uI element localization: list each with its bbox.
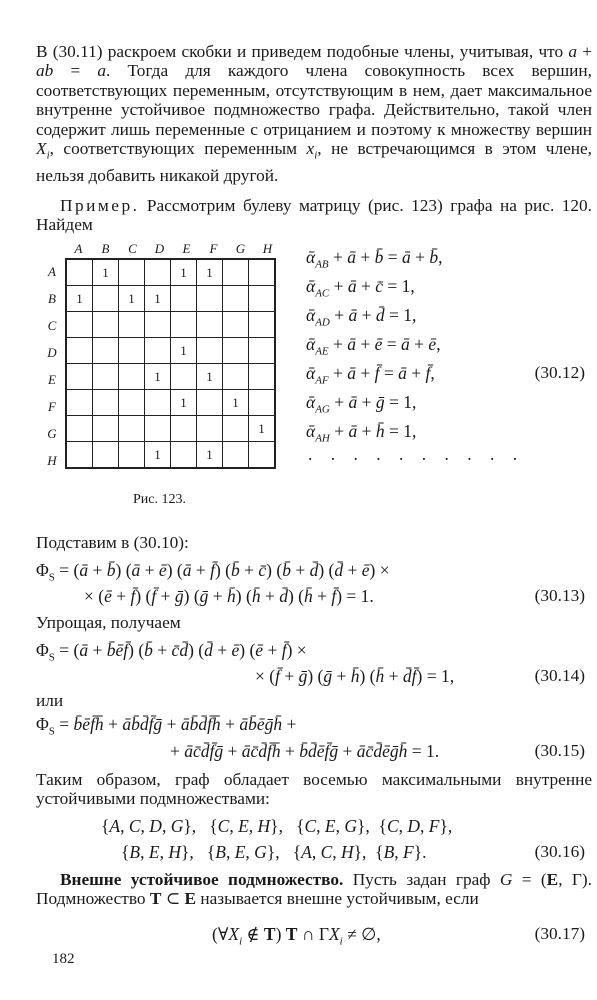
eq-ab: ᾱ$_{AB}$ + ā + b̄ = ā + b̄,: [306, 247, 443, 271]
matrix-cell: [249, 259, 276, 286]
example-text: Рассмотрим булеву матрицу (рис. 123) графа на рис. 120. Найдем: [36, 196, 592, 235]
or-text: или: [36, 691, 64, 710]
page-number: 182: [52, 951, 75, 967]
matrix-cell: 1: [197, 442, 223, 469]
row-label: F: [48, 399, 56, 414]
matrix-cell: [197, 286, 223, 312]
matrix-cell: [223, 338, 249, 364]
matrix-cell: [66, 312, 93, 338]
matrix-cell: [249, 312, 276, 338]
matrix-cell: [93, 364, 119, 390]
matrix-row: [66, 390, 275, 416]
eq-30-14-line2: × (f̄ + ḡ) (ḡ + h̄) (h̄ + d̄f̄) = 1,: [255, 666, 455, 686]
matrix-cell: [93, 312, 119, 338]
matrix-row: [66, 259, 275, 286]
matrix-cell: 1: [145, 364, 171, 390]
row-label: B: [48, 291, 56, 306]
eq-label-30-14: (30.14): [534, 666, 585, 685]
matrix-cell: [171, 416, 197, 442]
matrix-cell: [66, 259, 93, 286]
matrix-cell: [197, 390, 223, 416]
matrix-cell: [66, 338, 93, 364]
matrix-cell: 1: [197, 364, 223, 390]
matrix-cell: [119, 442, 145, 469]
ext-stable-paragraph: Внешне устойчивое подмножество. Пусть задан граф G = (E, Γ). Подмножество T ⊂ E называется внешне устойчивым, если: [36, 870, 592, 909]
matrix-cell: 1: [145, 286, 171, 312]
eq-ellipsis: . . . . . . . . . .: [308, 444, 525, 464]
row-label: G: [47, 426, 57, 441]
substitute-text: Подставим в (30.10):: [36, 533, 189, 552]
col-label: B: [101, 241, 110, 256]
matrix-cell: [171, 286, 197, 312]
row-label: C: [47, 318, 57, 333]
matrix-cell: [223, 286, 249, 312]
matrix-cell: [93, 416, 119, 442]
matrix-cell: [93, 390, 119, 416]
matrix-cell: [249, 390, 276, 416]
paragraph-intro: В (30.11) раскроем скобки и приведем подобные члены, учитывая, что a + ab = a. Тогда для каждого члена совокупность всех вершин, соответствующих переменным, отсутствующим в нем, дает максимальное внутренне устойчивое подмножество графа. Действительно, такой член содержит лишь переменные с отрицанием и поэтому к множеству вершин $X_i$, соответствующих переменным $x_i$, не встречающимся в этом члене, нельзя добавить никакой другой.: [36, 42, 592, 185]
matrix-cell: 1: [171, 390, 197, 416]
matrix-cell: [119, 338, 145, 364]
matrix-row: [66, 442, 275, 469]
row-label: H: [47, 453, 57, 468]
matrix-cell: 1: [197, 259, 223, 286]
figure-caption: Рис. 123.: [133, 492, 186, 507]
sets-line2: {B, E, H}, {B, E, G}, {A, C, H}, {B, F}.: [121, 842, 427, 862]
eq-30-14-line1: $\Phi_S$ = (ā + b̄ēf̄) (b̄ + c̄d̄) (d̄ + ē) (ē + f̄) ×: [36, 640, 307, 664]
eq-label-30-12: (30.12): [534, 363, 585, 382]
eq-label-30-16: (30.16): [534, 842, 585, 861]
matrix-row: [66, 286, 275, 312]
matrix-row: [66, 338, 275, 364]
eq-30-15-line1: $\Phi_S$ = b̄ēf̄h̄ + āb̄d̄f̄ḡ + āb̄d̄f̄h̄ + āb̄ēḡh̄ +: [36, 714, 297, 738]
simplifying-text: Упрощая, получаем: [36, 613, 181, 632]
example-label: Пример.: [60, 196, 140, 215]
row-label: A: [48, 264, 56, 279]
col-label: A: [74, 241, 83, 256]
matrix-cell: 1: [93, 259, 119, 286]
matrix-cell: [223, 259, 249, 286]
col-label: E: [182, 241, 191, 256]
eq-30-15-line2: + āc̄d̄f̄ḡ + āc̄d̄f̄h̄ + b̄d̄ēf̄ḡ + āc̄d̄ēḡh̄ = 1.: [170, 741, 440, 761]
eq-ag: ᾱ$_{AG}$ + ā + ḡ = 1,: [306, 392, 417, 416]
eq-30-17: ($\forall X_i$ ∉ T) T ∩ $\Gamma X_i$ ≠ ∅,: [212, 924, 381, 948]
matrix-cell: [66, 364, 93, 390]
eq-ac: ᾱ$_{AC}$ + ā + c̄ = 1,: [306, 276, 415, 300]
boolean-matrix: [65, 258, 276, 469]
col-label: G: [235, 241, 246, 256]
col-label: H: [262, 241, 273, 256]
matrix-cell: [145, 259, 171, 286]
matrix-cell: [66, 442, 93, 469]
eq-ad: ᾱ$_{AD}$ + ā + d̄ = 1,: [306, 305, 417, 329]
eq-af: ᾱ$_{AF}$ + ā + f̄ = ā + f̄,: [306, 363, 435, 387]
matrix-cell: [249, 442, 276, 469]
matrix-cell: 1: [66, 286, 93, 312]
matrix-cell: [223, 364, 249, 390]
matrix-cell: [223, 416, 249, 442]
matrix-cell: [171, 442, 197, 469]
matrix-cell: [223, 312, 249, 338]
matrix-cell: [145, 390, 171, 416]
matrix-cell: [93, 442, 119, 469]
matrix-cell: 1: [119, 286, 145, 312]
matrix-row: [66, 312, 275, 338]
matrix-cell: [249, 286, 276, 312]
eq-ae: ᾱ$_{AE}$ + ā + ē = ā + ē,: [306, 334, 441, 358]
eq-label-30-17: (30.17): [534, 924, 585, 943]
eq-30-13-line2: × (ē + f̄) (f̄ + ḡ) (ḡ + h̄) (h̄ + d̄) (h̄ + f̄) = 1.: [84, 586, 374, 606]
matrix-cell: [119, 390, 145, 416]
matrix-cell: [66, 390, 93, 416]
matrix-cell: [119, 312, 145, 338]
matrix-cell: [249, 338, 276, 364]
matrix-cell: [171, 364, 197, 390]
matrix-cell: [93, 286, 119, 312]
conclusion-paragraph: Таким образом, граф обладает восемью максимальными внутренне устойчивыми подмножествами:: [36, 770, 592, 809]
matrix-row: [66, 416, 275, 442]
matrix-cell: [119, 259, 145, 286]
sets-line1: {A, C, D, G}, {C, E, H}, {C, E, G}, {C, D, F},: [101, 816, 453, 836]
matrix-cell: [145, 416, 171, 442]
row-label: D: [47, 345, 57, 360]
matrix-cell: [119, 416, 145, 442]
eq-label-30-13: (30.13): [534, 586, 585, 605]
matrix-cell: 1: [171, 338, 197, 364]
matrix-cell: 1: [171, 259, 197, 286]
matrix-cell: [197, 338, 223, 364]
example-paragraph: [36, 196, 592, 234]
ext-heading: Внешне устойчивое подмножество.: [60, 870, 344, 889]
col-label: F: [209, 241, 218, 256]
matrix-cell: [249, 364, 276, 390]
matrix-cell: [66, 416, 93, 442]
row-label: E: [48, 372, 56, 387]
matrix-cell: [145, 312, 171, 338]
eq-ah: ᾱ$_{AH}$ + ā + h̄ = 1,: [306, 421, 417, 445]
matrix-cell: [197, 312, 223, 338]
matrix-cell: [119, 364, 145, 390]
col-label: C: [128, 241, 137, 256]
eq-label-30-15: (30.15): [534, 741, 585, 760]
matrix-cell: [93, 338, 119, 364]
matrix-cell: [171, 312, 197, 338]
matrix-cell: [145, 338, 171, 364]
matrix-cell: 1: [249, 416, 276, 442]
matrix-cell: 1: [145, 442, 171, 469]
matrix-row: [66, 364, 275, 390]
matrix-cell: [197, 416, 223, 442]
col-label: D: [154, 241, 165, 256]
eq-30-13-line1: $\Phi_S$ = (ā + b̄) (ā + ē) (ā + f̄) (b̄ + c̄) (b̄ + d̄) (d̄ + ē) ×: [36, 560, 390, 584]
matrix-cell: 1: [223, 390, 249, 416]
matrix-cell: [223, 442, 249, 469]
